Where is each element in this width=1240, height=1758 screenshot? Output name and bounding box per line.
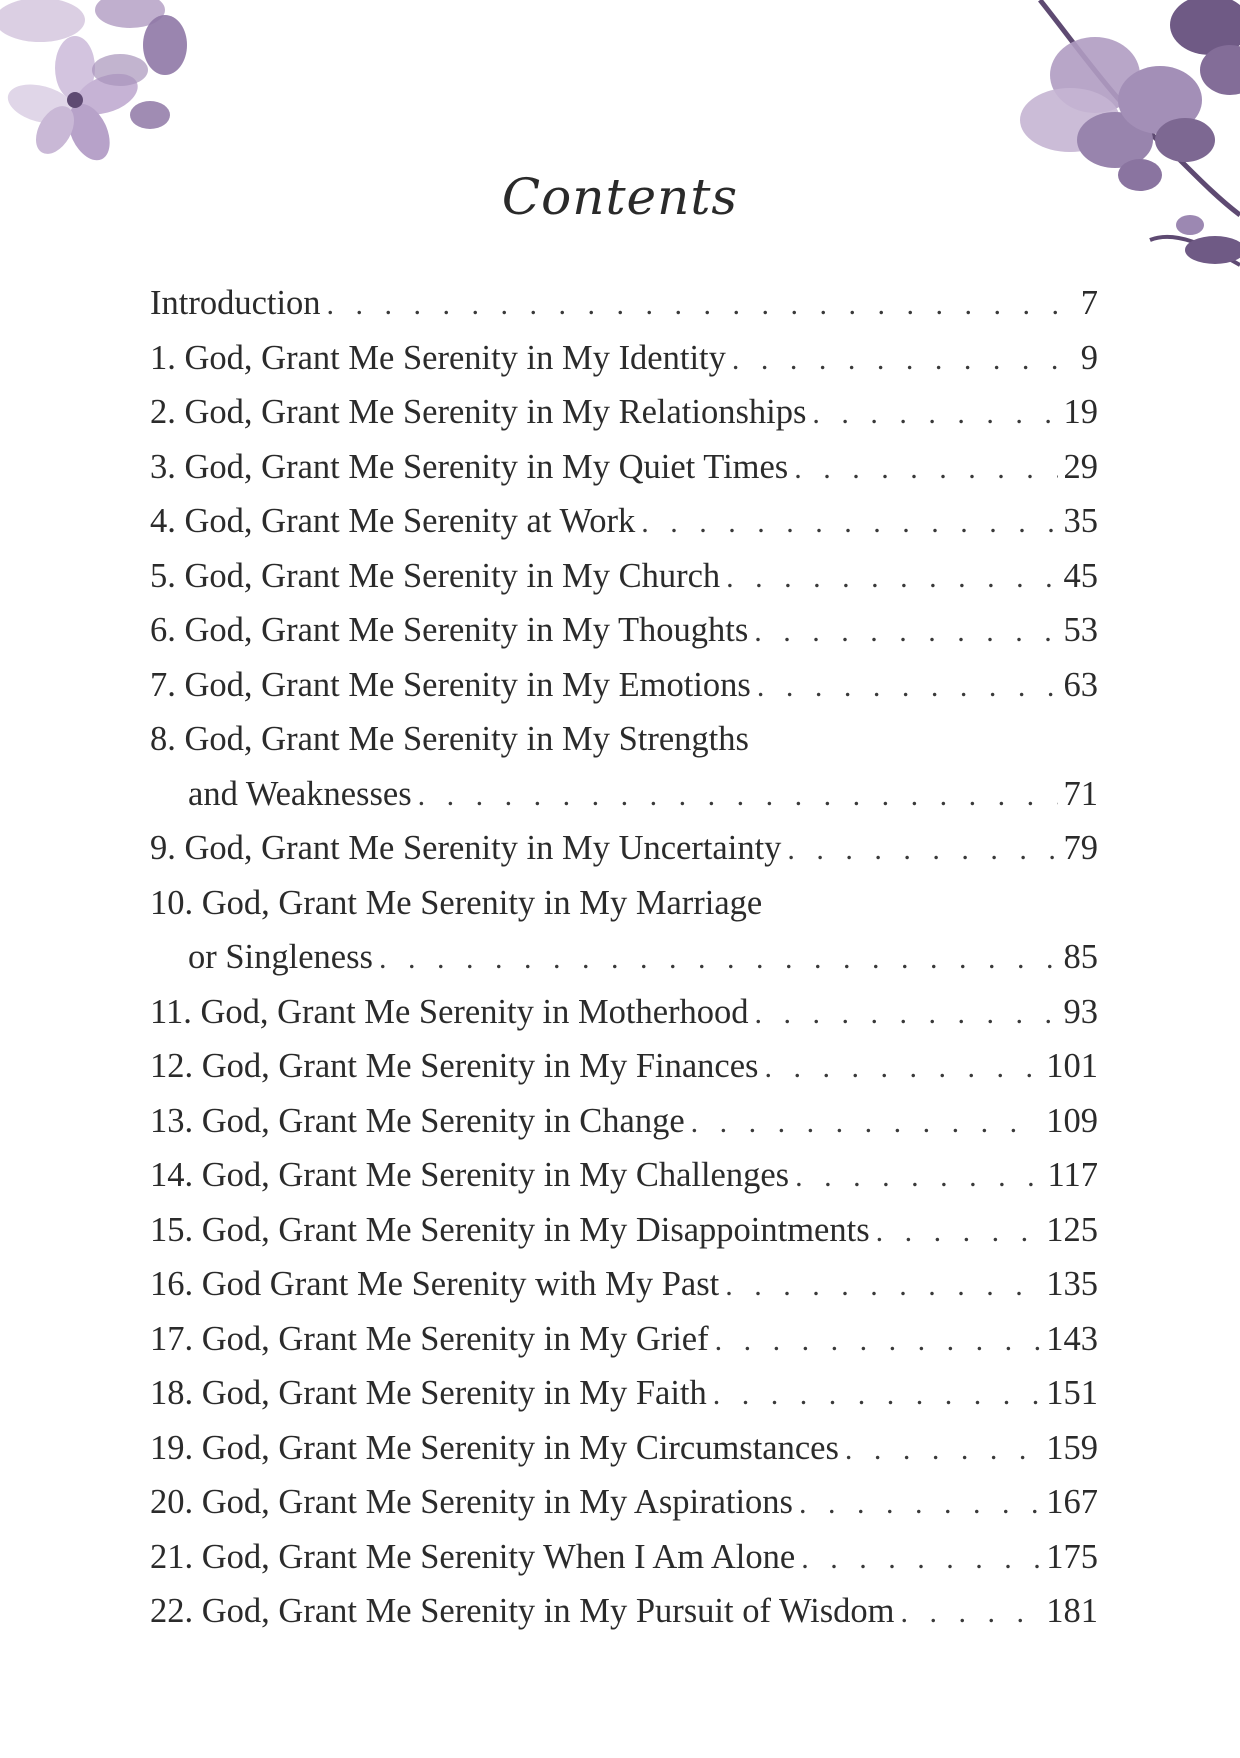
toc-page-number: 19 [1063,393,1098,431]
flower-decoration-left-icon [0,0,210,170]
table-of-contents [150,276,1098,1639]
toc-page-number: 109 [1046,1101,1098,1140]
toc-entry-title: 21. God, Grant Me Serenity When I Am Alone [150,1537,796,1576]
toc-page-number: 159 [1046,1428,1098,1467]
toc-entry-row [150,658,1098,715]
toc-page-number: 151 [1046,1374,1098,1412]
toc-leader-dots [799,1477,1040,1532]
toc-entry-row [150,1530,1098,1587]
toc-entry-row [150,276,1098,333]
toc-leader-dots [715,1314,1041,1369]
toc-entry-row [150,1039,1098,1096]
toc-entry-row [150,1421,1098,1478]
toc-leader-dots [801,1532,1040,1587]
toc-leader-dots [732,333,1075,388]
toc-entry[interactable] [150,494,1098,549]
toc-entry[interactable] [150,1094,1098,1149]
toc-entry-row [150,440,1098,497]
toc-leader-dots [725,1259,1040,1314]
toc-page-number: 53 [1063,611,1098,649]
toc-entry-title: Introduction [150,284,321,322]
toc-page-number: 181 [1046,1592,1098,1630]
toc-entry-title: 14. God, Grant Me Serenity in My Challenges [150,1156,790,1194]
toc-entry-title: 5. God, Grant Me Serenity in My Church [150,556,721,595]
toc-entry-row [150,1148,1098,1205]
toc-page-number: 143 [1046,1319,1098,1358]
toc-entry[interactable] [150,1475,1098,1530]
toc-page-number: 93 [1063,992,1098,1031]
toc-entry-title: 13. God, Grant Me Serenity in Change [150,1101,685,1140]
toc-leader-dots [418,769,1058,824]
toc-entry-row [150,385,1098,442]
toc-entry-title: 10. God, Grant Me Serenity in My Marriage [150,883,763,922]
toc-leader-dots [754,605,1057,660]
toc-leader-dots [327,278,1075,333]
toc-page-number: 135 [1046,1265,1098,1303]
toc-entry-row [150,494,1098,551]
toc-leader-dots [757,660,1058,715]
toc-page-number: 35 [1063,502,1098,540]
toc-entry[interactable] [150,276,1098,331]
toc-page-number: 175 [1046,1537,1098,1576]
toc-page-number: 125 [1046,1210,1098,1249]
flower-decoration-right-icon [1000,0,1240,290]
toc-entry-row [150,1584,1098,1641]
toc-page-number: 101 [1046,1047,1098,1085]
toc-entry[interactable] [150,1203,1098,1258]
toc-leader-dots [713,1368,1041,1423]
toc-page-number: 71 [1063,774,1098,813]
toc-entry-title: 6. God, Grant Me Serenity in My Thoughts [150,611,749,649]
toc-page-number: 29 [1063,447,1098,486]
toc-entry-continuation: or Singleness [188,938,373,976]
toc-entry[interactable] [150,1366,1098,1421]
toc-leader-dots [641,496,1057,551]
toc-leader-dots [900,1586,1040,1641]
toc-entry-title: 18. God, Grant Me Serenity in My Faith [150,1374,707,1412]
toc-entry[interactable] [150,658,1098,713]
toc-leader-dots [755,987,1058,1042]
toc-entry[interactable] [150,1257,1098,1312]
toc-entry[interactable] [150,603,1098,658]
toc-entry-title: 15. God, Grant Me Serenity in My Disappointments [150,1210,870,1249]
toc-entry-continuation: and Weaknesses [188,774,412,813]
toc-page-number: 85 [1063,938,1098,976]
toc-entry[interactable] [150,1530,1098,1585]
toc-entry-row [150,767,1098,824]
toc-leader-dots [794,442,1057,497]
toc-page-number: 45 [1063,556,1098,595]
toc-entry[interactable] [150,985,1098,1040]
toc-entry-title: 7. God, Grant Me Serenity in My Emotions [150,665,751,704]
toc-page-number: 79 [1063,829,1098,867]
toc-entry-row [150,549,1098,606]
toc-entry-row [150,1366,1098,1423]
toc-entry-title: 11. God, Grant Me Serenity in Motherhood [150,992,749,1031]
toc-entry-row [150,331,1098,388]
toc-entry-title: 19. God, Grant Me Serenity in My Circumstances [150,1428,839,1467]
toc-entry-row [150,930,1098,987]
page-title: Contents [501,168,739,226]
toc-leader-dots [812,387,1057,442]
toc-entry[interactable] [150,821,1098,876]
toc-entry-row [150,1203,1098,1260]
toc-entry-row [150,1257,1098,1314]
toc-page-number: 117 [1047,1156,1098,1194]
toc-leader-dots [691,1096,1041,1151]
toc-leader-dots [876,1205,1041,1260]
toc-entry[interactable] [150,331,1098,386]
toc-entry[interactable] [150,876,1098,985]
toc-entry-title: 2. God, Grant Me Serenity in My Relationships [150,393,807,431]
toc-leader-dots [726,551,1057,606]
toc-page-number: 63 [1063,665,1098,704]
toc-entry[interactable] [150,1039,1098,1094]
toc-page-number: 9 [1080,338,1098,377]
toc-entry-row [150,985,1098,1042]
toc-leader-dots [787,823,1057,878]
toc-entry[interactable] [150,440,1098,495]
toc-entry[interactable] [150,1148,1098,1203]
toc-entry-title: 16. God Grant Me Serenity with My Past [150,1265,720,1303]
toc-entry-title: 17. God, Grant Me Serenity in My Grief [150,1319,709,1358]
toc-page-number: 7 [1080,284,1098,322]
toc-entry-title: 8. God, Grant Me Serenity in My Strengths [150,720,749,758]
toc-entry-title: 9. God, Grant Me Serenity in My Uncertainty [150,829,782,867]
toc-entry[interactable] [150,385,1098,440]
toc-entry-row [150,603,1098,660]
toc-entry[interactable] [150,712,1098,821]
toc-leader-dots [845,1423,1040,1478]
toc-entry-row [150,1475,1098,1532]
toc-entry-row [150,821,1098,878]
toc-page-number: 167 [1046,1483,1098,1521]
toc-entry-title: 20. God, Grant Me Serenity in My Aspirations [150,1483,793,1521]
toc-entry-row [150,1312,1098,1369]
toc-leader-dots [764,1041,1040,1096]
toc-entry-title: 4. God, Grant Me Serenity at Work [150,502,636,540]
toc-entry-title: 12. God, Grant Me Serenity in My Finances [150,1047,759,1085]
toc-entry-row [150,1094,1098,1151]
toc-entry[interactable] [150,1312,1098,1367]
toc-entry-title: 1. God, Grant Me Serenity in My Identity [150,338,726,377]
toc-entry-title: 3. God, Grant Me Serenity in My Quiet Times [150,447,789,486]
toc-entry[interactable] [150,1421,1098,1476]
toc-leader-dots [795,1150,1041,1205]
toc-entry[interactable] [150,549,1098,604]
toc-leader-dots [379,932,1058,987]
toc-entry[interactable] [150,1584,1098,1639]
toc-entry-title: 22. God, Grant Me Serenity in My Pursuit of Wisdom [150,1592,895,1630]
